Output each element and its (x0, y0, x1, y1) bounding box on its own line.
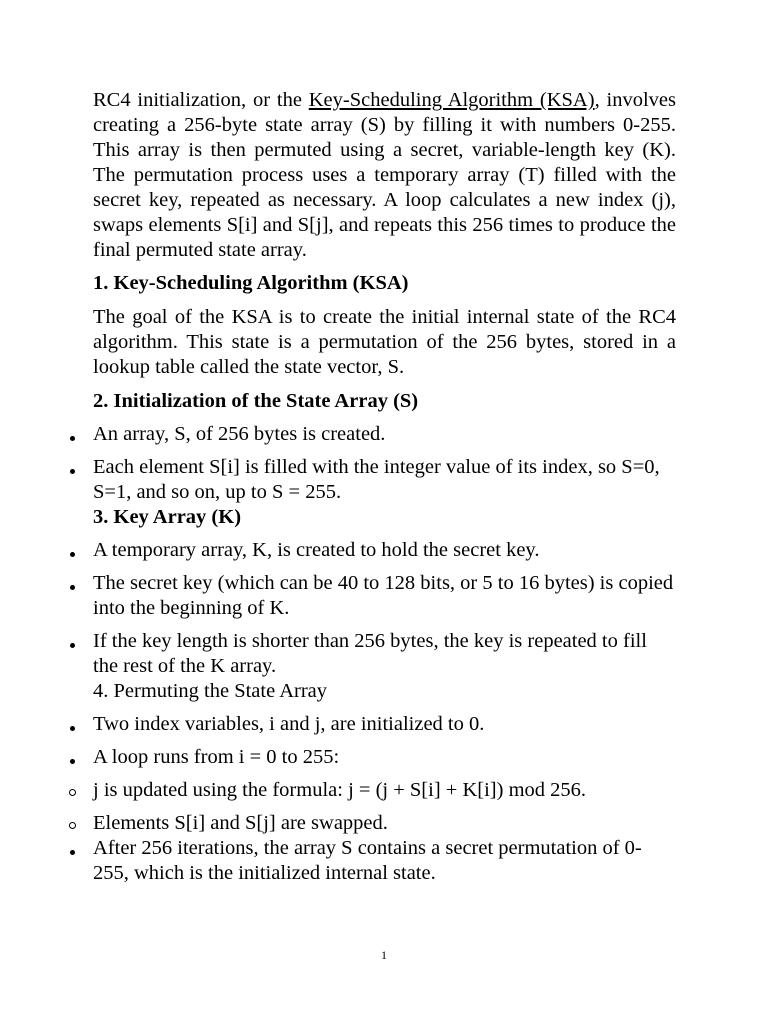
list-item (93, 836, 676, 886)
intro-suffix: , involves creating a 256-byte state array (S) by filling it with numbers 0-255. This array is then permuted using a secret, variable-length key (K). The permutation process uses a temporary array (T) filled with the secret key, repeated as necessary. A loop calculates a new index (j), swaps elements S[i] and S[j], and repeats this 256 times to produce the final permuted state array. (93, 89, 676, 261)
list-item (93, 422, 676, 447)
list-item-text: If the key length is shorter than 256 bytes, the key is repeated to fill the rest of the K array. (93, 630, 647, 677)
document-page (93, 88, 676, 886)
sub-list-item (93, 778, 676, 803)
list-item-text: Two index variables, i and j, are initialized to 0. (93, 713, 485, 735)
sub-list-item-text: j is updated using the formula: j = (j + S[i] + K[i]) mod 256. (93, 779, 587, 801)
section3-heading: 3. Key Array (K) (93, 506, 242, 528)
section3-list (93, 538, 676, 679)
list-item (93, 571, 676, 621)
sub-list-item-text: Elements S[i] and S[j] are swapped. (93, 812, 388, 834)
list-item-text: A temporary array, K, is created to hold the secret key. (93, 539, 540, 561)
intro-prefix: RC4 initialization, or the (93, 89, 309, 111)
list-item-text: The secret key (which can be 40 to 128 bits, or 5 to 16 bytes) is copied into the beginning of K. (93, 572, 674, 619)
list-item-text: After 256 iterations, the array S contains a secret permutation of 0-255, which is the initialized internal state. (93, 837, 642, 884)
list-item-text: A loop runs from i = 0 to 255: (93, 746, 340, 768)
section4-heading: 4. Permuting the State Array (93, 680, 327, 702)
section1-heading: 1. Key-Scheduling Algorithm (KSA) (93, 272, 409, 294)
page-number: 1 (381, 948, 387, 962)
list-item-text: Each element S[i] is filled with the integer value of its index, so S=0, S=1, and so on, up to S = 255. (93, 456, 660, 503)
section4-list (93, 712, 676, 886)
list-item (93, 538, 676, 563)
ksa-link[interactable]: Key-Scheduling Algorithm (KSA) (308, 89, 595, 111)
list-item (93, 455, 676, 505)
list-item (93, 629, 676, 679)
list-item-text: An array, S, of 256 bytes is created. (93, 423, 386, 445)
section1-paragraph: The goal of the KSA is to create the initial internal state of the RC4 algorithm. This state is a permutation of the 256 bytes, stored in a lookup table called the state vector, S. (93, 306, 676, 378)
section2-heading: 2. Initialization of the State Array (S) (93, 390, 419, 412)
intro-paragraph (93, 88, 676, 263)
list-item (93, 712, 676, 737)
section2-list (93, 422, 676, 505)
sub-list-item (93, 811, 676, 836)
list-item (93, 745, 676, 770)
